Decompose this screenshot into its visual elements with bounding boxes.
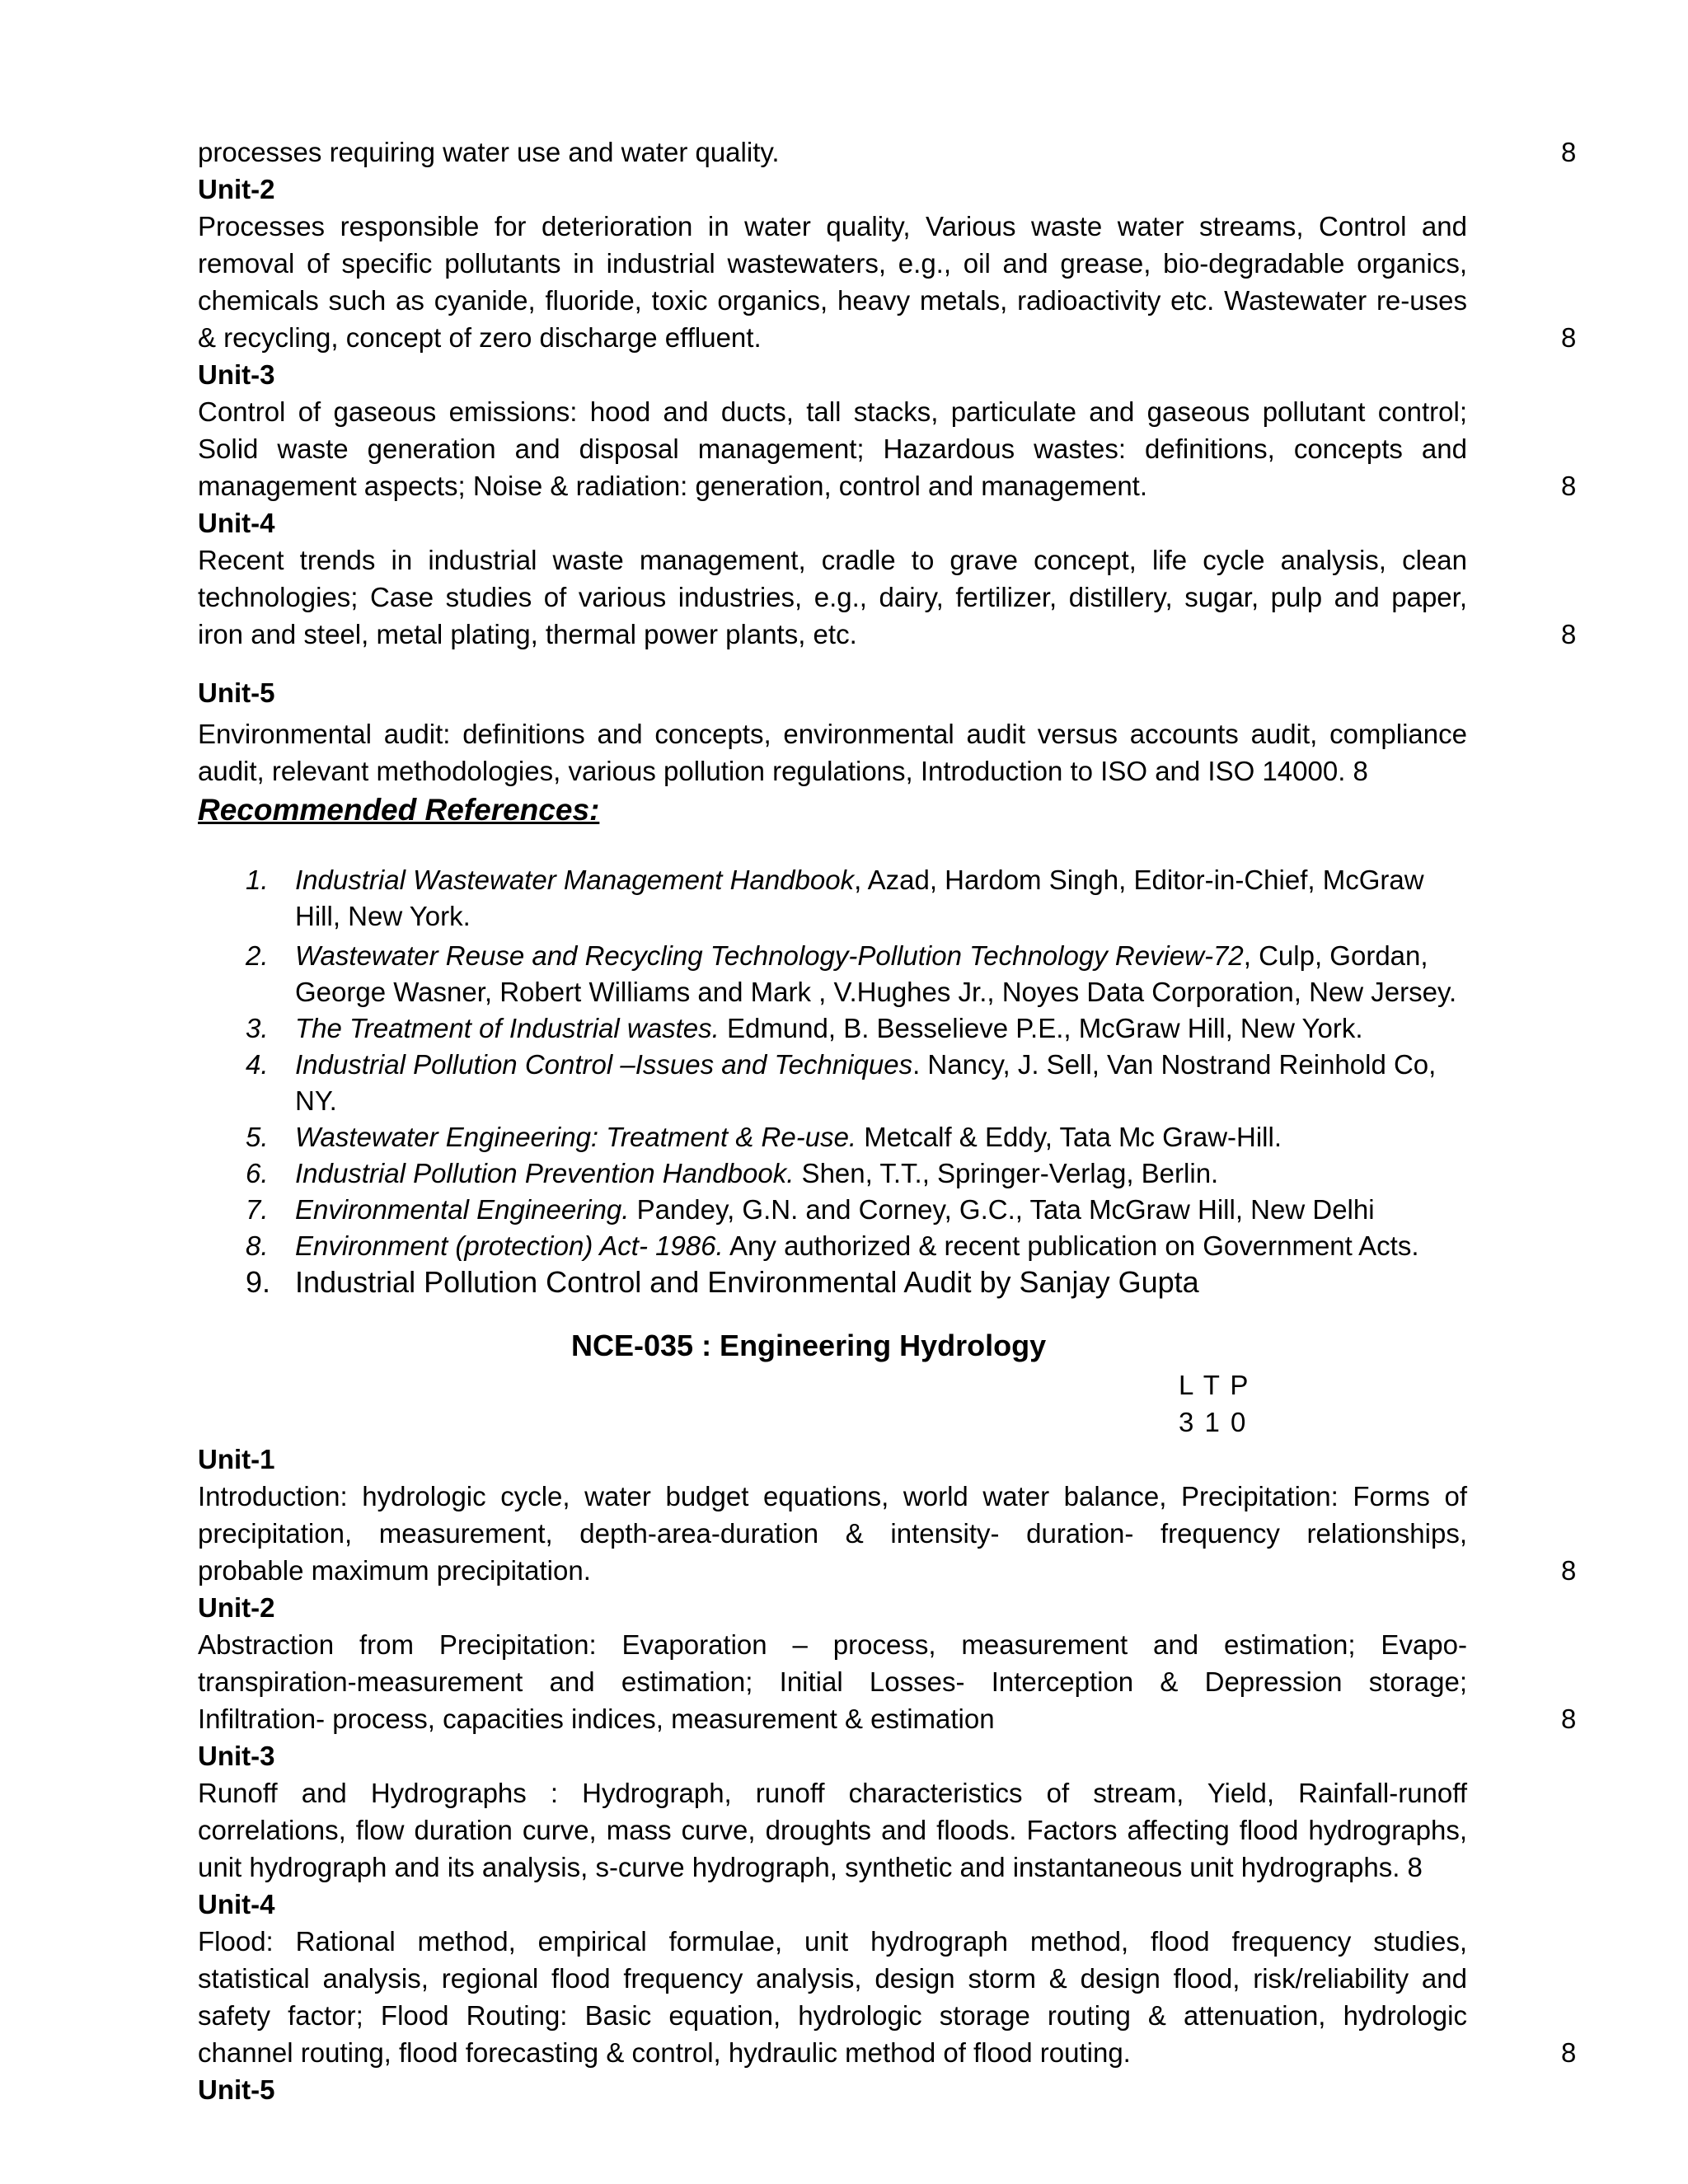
reference-details: . Nancy, J. Sell, Van Nostrand Reinhold Co, NY. (295, 1049, 1437, 1116)
unit-heading: Unit-2 (198, 1592, 275, 1623)
unit-heading: Unit-3 (198, 1741, 275, 1771)
reference-number: 7. (246, 1194, 269, 1225)
reference-continuation: George Wasner, Robert Williams and Mark , V.Hughes Jr., Noyes Data Corporation, New Jersey. (295, 977, 1457, 1007)
unit-heading: Unit-3 (198, 359, 275, 390)
unit-description (198, 393, 1577, 504)
reference-number: 2. (246, 940, 269, 971)
text-line: transpiration-measurement and estimation; Initial Losses- Interception & Depression storage; (198, 1666, 1467, 1697)
reference-title: Environmental Engineering. (295, 1194, 630, 1225)
reference-item (198, 1010, 1467, 1047)
reference-item (198, 1119, 1467, 1155)
unit-heading: Unit-2 (198, 174, 275, 204)
reference-details: , Culp, Gordan, (1243, 940, 1428, 971)
reference-details: Edmund, B. Besselieve P.E., McGraw Hill, New York. (719, 1013, 1363, 1043)
unit-heading: Unit-4 (198, 1889, 275, 1919)
reference-title: Industrial Pollution Control –Issues and Techniques (295, 1049, 913, 1080)
unit-heading: Unit-4 (198, 508, 275, 538)
course-title: NCE-035 : Engineering Hydrology (571, 1329, 1047, 1362)
reference-details: Shen, T.T., Springer-Verlag, Berlin. (794, 1158, 1219, 1188)
reference-item (198, 1192, 1467, 1228)
unit-description (198, 1478, 1577, 1589)
text-line: Environmental audit: definitions and concepts, environmental audit versus accounts audit, compliance (198, 719, 1467, 749)
text-line: removal of specific pollutants in industrial wastewaters, e.g., oil and grease, bio-degradable organics, (198, 248, 1467, 279)
reference-number: 8. (246, 1230, 269, 1261)
unit-heading: Unit-1 (198, 1444, 275, 1474)
spacer (198, 653, 1467, 676)
hours-value: 8 (1561, 137, 1577, 167)
unit-description (198, 541, 1577, 653)
text-line: probable maximum precipitation. (198, 1555, 591, 1586)
text-line: channel routing, flood forecasting & control, hydraulic method of flood routing. (198, 2037, 1131, 2068)
reference-details: Industrial Pollution Control and Environmental Audit by Sanjay Gupta (295, 1265, 1199, 1299)
reference-number: 6. (246, 1158, 269, 1188)
hours-value: 8 (1561, 471, 1577, 501)
text-line: management aspects; Noise & radiation: generation, control and management. (198, 471, 1148, 501)
reference-details: , Azad, Hardom Singh, Editor-in-Chief, McGraw (854, 865, 1424, 895)
reference-title: Wastewater Engineering: Treatment & Re-use. (295, 1122, 857, 1152)
reference-number: 3. (246, 1013, 269, 1043)
reference-title: Wastewater Reuse and Recycling Technology-Pollution Technology Review-72 (295, 940, 1244, 971)
page-content (198, 134, 1577, 2108)
text-line: Processes responsible for deterioration in water quality, Various waste water streams, Control and (198, 211, 1467, 241)
unit-description (198, 1774, 1467, 1886)
reference-number: 9. (246, 1265, 271, 1299)
reference-title: The Treatment of Industrial wastes. (295, 1013, 720, 1043)
hours-value: 8 (1561, 1704, 1577, 1734)
hours-value: 8 (1561, 619, 1577, 649)
unit-heading: Unit-5 (198, 677, 275, 708)
text-line: statistical analysis, regional flood frequency analysis, design storm & design flood, risk/reliability and (198, 1963, 1467, 1994)
reference-item (198, 1264, 1467, 1301)
reference-details: Metcalf & Eddy, Tata Mc Graw-Hill. (856, 1122, 1282, 1152)
text-line: Flood: Rational method, empirical formulae, unit hydrograph method, flood frequency studies, (198, 1926, 1467, 1957)
text-line: Control of gaseous emissions: hood and ducts, tall stacks, particulate and gaseous pollutant control; (198, 396, 1467, 427)
reference-number: 1. (246, 865, 269, 895)
unit-description (198, 208, 1577, 356)
reference-title: Industrial Wastewater Management Handbook (295, 865, 855, 895)
text-line: safety factor; Flood Routing: Basic equation, hydrologic storage routing & attenuation, hydrologic (198, 2000, 1467, 2031)
text-line: technologies; Case studies of various industries, e.g., dairy, fertilizer, distillery, sugar, pulp and paper, (198, 582, 1467, 612)
text-line: unit hydrograph and its analysis, s-curve hydrograph, synthetic and instantaneous unit hydrographs. 8 (198, 1852, 1423, 1882)
text-line: Recent trends in industrial waste management, cradle to grave concept, life cycle analysis, clean (198, 545, 1467, 575)
unit-description (198, 715, 1467, 790)
unit-description (198, 1923, 1577, 2071)
reference-item (198, 1228, 1467, 1264)
ltp-values: 3 1 0 (1179, 1407, 1248, 1437)
text-line: chemicals such as cyanide, fluoride, toxic organics, heavy metals, radioactivity etc. Wastewater re-uses (198, 285, 1467, 316)
ltp-label: L T P (1179, 1370, 1250, 1400)
text-line: precipitation, measurement, depth-area-duration & intensity- duration- frequency relationships, (198, 1518, 1467, 1549)
unit1-continuation (198, 134, 1577, 171)
reference-title: Environment (protection) Act- 1986. (295, 1230, 724, 1261)
text-line: Infiltration- process, capacities indices, measurement & estimation (198, 1704, 995, 1734)
text-line: Abstraction from Precipitation: Evaporation – process, measurement and estimation; Evapo- (198, 1629, 1467, 1660)
reference-item (198, 862, 1467, 935)
reference-item (198, 1155, 1467, 1192)
hours-value: 8 (1561, 322, 1577, 353)
reference-item (198, 938, 1467, 1010)
text-line: audit, relevant methodologies, various pollution regulations, Introduction to ISO and ISO 14000. 8 (198, 756, 1368, 786)
text-line: Introduction: hydrologic cycle, water budget equations, world water balance, Precipitation: Forms of (198, 1481, 1467, 1511)
reference-item (198, 1047, 1467, 1119)
hours-value: 8 (1561, 1555, 1577, 1586)
text-line: processes requiring water use and water quality. (198, 137, 780, 167)
unit-description (198, 1626, 1577, 1737)
text-line: iron and steel, metal plating, thermal power plants, etc. (198, 619, 857, 649)
text-line: & recycling, concept of zero discharge effluent. (198, 322, 762, 353)
text-line: Solid waste generation and disposal management; Hazardous wastes: definitions, concepts and (198, 434, 1467, 464)
references-list (198, 862, 1467, 1301)
reference-number: 4. (246, 1049, 269, 1080)
text-line: Runoff and Hydrographs : Hydrograph, runoff characteristics of stream, Yield, Rainfall-runoff (198, 1778, 1467, 1808)
reference-title: Industrial Pollution Prevention Handbook. (295, 1158, 795, 1188)
unit-heading: Unit-5 (198, 2074, 275, 2105)
text-line: correlations, flow duration curve, mass curve, droughts and floods. Factors affecting flood hydrographs, (198, 1815, 1467, 1845)
reference-details: Pandey, G.N. and Corney, G.C., Tata McGraw Hill, New Delhi (629, 1194, 1375, 1225)
reference-continuation: Hill, New York. (295, 901, 471, 931)
hours-value: 8 (1561, 2037, 1577, 2068)
references-heading: Recommended References: (198, 793, 600, 827)
reference-details: Any authorized & recent publication on Government Acts. (723, 1230, 1419, 1261)
reference-number: 5. (246, 1122, 269, 1152)
